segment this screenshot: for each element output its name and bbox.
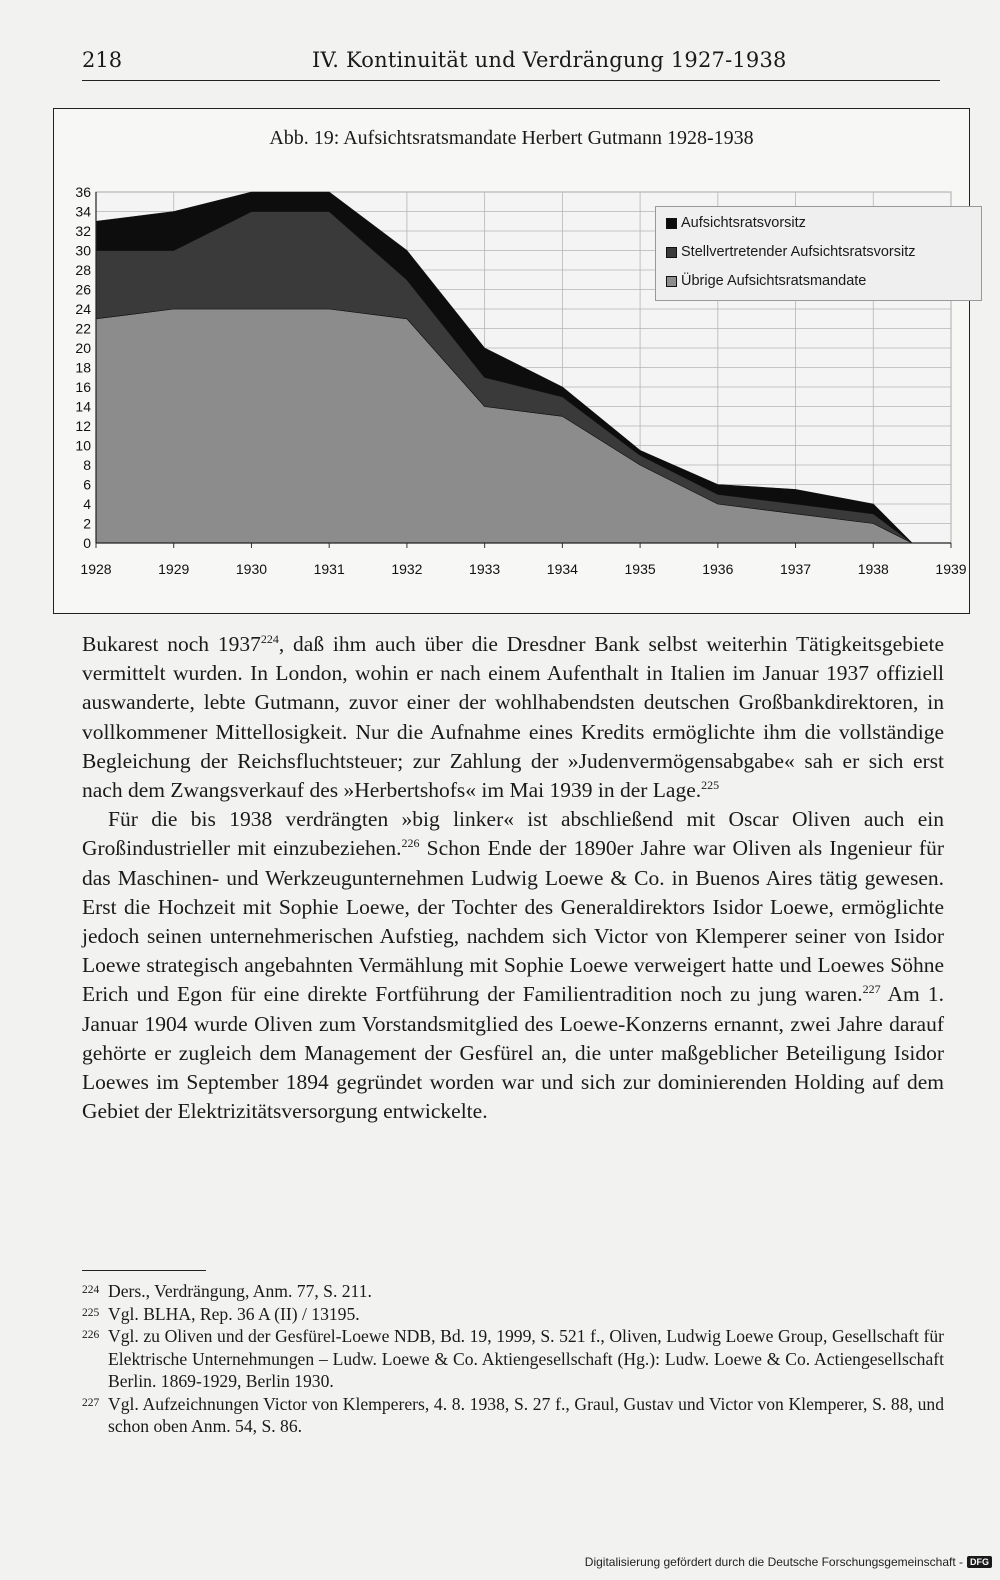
x-tick-label: 1934 xyxy=(546,561,578,577)
body-text xyxy=(82,630,944,1126)
x-tick-label: 1930 xyxy=(235,561,268,577)
text-span: Am 1. Januar 1904 wurde Oliven zum Vorstandsmitglied des Loewe-Konzerns ernannt, zwei Jahre darauf gehörte er zugleich dem Management der Gesfürel an, die unter maßgeblicher Beteiligung Isidor Loewes im September 1894 gegründet worden war und sich zur dominierenden Holding auf dem Gebiet der Elektrizitätsversorgung entwickelte. xyxy=(82,982,944,1124)
running-head: IV. Kontinuität und Verdrängung 1927-1938 xyxy=(312,48,787,72)
legend-label: Stellvertretender Aufsichtsratsvorsitz xyxy=(681,244,916,260)
digitization-note xyxy=(585,1555,992,1569)
legend-item-stellvertretender xyxy=(666,242,916,262)
text-span: Schon Ende der 1890er Jahre war Oliven als Ingenieur für das Maschinen- und Werkzeugunternehmen Ludwig Loewe & Co. in Buenos Aires tätig gewesen. Erst die Hochzeit mit Sophie Loewe, der Tochter des Generaldirektors Isidor Loewe, ermöglichte jedoch seinen unternehmerischen Aufstieg, nachdem sich Victor von Klemperer seiner von Isidor Loewe strategisch angebahnten Vermählung mit Sophie Loewe verweigert hatte und Loewes Söhne Erich und Egon für eine direkte Fortführung der Familientradition noch zu jung waren. xyxy=(82,836,944,1007)
y-tick-label: 20 xyxy=(75,340,91,356)
footnote-text: Vgl. BLHA, Rep. 36 A (II) / 13195. xyxy=(108,1303,360,1324)
x-tick-label: 1936 xyxy=(702,561,734,577)
legend xyxy=(655,206,982,301)
x-tick-label: 1938 xyxy=(857,561,889,577)
x-tick-label: 1935 xyxy=(624,561,656,577)
text-span: Für die bis 1938 verdrängten »big linker« ist abschließend mit Oscar Oliven auch ein Großindustrieller mit einzubeziehen. xyxy=(82,807,944,861)
y-tick-label: 8 xyxy=(83,457,91,473)
x-tick-label: 1939 xyxy=(935,561,967,577)
footnote-ref-227[interactable]: 227 xyxy=(862,982,881,997)
x-tick-label: 1932 xyxy=(391,561,423,577)
footnote-226 xyxy=(82,1325,944,1393)
footnote-ref-224[interactable]: 224 xyxy=(260,632,279,646)
y-tick-label: 4 xyxy=(83,496,91,512)
legend-swatch xyxy=(666,276,677,287)
footnote-227 xyxy=(82,1393,944,1438)
footnote-number: 227 xyxy=(82,1396,100,1409)
footnote-225 xyxy=(82,1303,944,1326)
dfg-logo: DFG xyxy=(967,1556,992,1568)
text-span: , daß ihm auch über die Dresdner Bank selbst weiterhin Tätigkeitsgebiete vermittelt wurden. In London, wohin er nach einem Aufenthalt in Italien im Januar 1937 offiziell auswanderte, lebte Gutmann, zuvor einer der wohlhabendsten deutschen Großbankdirektoren, in vollkommener Mittellosigkeit. Nur die Aufnahme eines Kredits ermöglichte ihm die vollständige Begleichung der Reichsfluchtsteuer; zur Zahlung der »Judenvermögensabgabe« sah er sich erst nach dem Zwangsverkauf des »Herbertshofs« im Mai 1939 in der Lage. xyxy=(82,632,944,803)
legend-label: Aufsichtsratsvorsitz xyxy=(681,215,806,231)
y-tick-label: 2 xyxy=(83,515,91,532)
y-tick-label: 16 xyxy=(75,379,91,395)
y-tick-label: 0 xyxy=(83,535,91,551)
y-tick-label: 30 xyxy=(75,242,91,259)
footnote-text: Vgl. zu Oliven und der Gesfürel-Loewe NDB, Bd. 19, 1999, S. 521 f., Oliven, Ludwig Loewe Group, Gesellschaft für Elektrische Unternehmungen – Ludw. Loewe & Co. Aktiengesellschaft (Hg.): Ludw. Loewe & Co. Actiengesellschaft Berlin. 1869-1929, Berlin 1930. xyxy=(108,1326,944,1391)
footnote-text: Ders., Verdrängung, Anm. 77, S. 211. xyxy=(108,1281,372,1301)
area-chart xyxy=(54,109,969,613)
x-tick-label: 1933 xyxy=(469,561,501,577)
y-tick-label: 6 xyxy=(83,476,91,493)
y-tick-label: 32 xyxy=(75,223,91,239)
footnote-ref-226[interactable]: 226 xyxy=(401,836,420,851)
y-tick-label: 12 xyxy=(75,418,91,434)
y-tick-label: 24 xyxy=(75,301,91,317)
legend-item-uebrige xyxy=(666,271,866,291)
y-tick-label: 10 xyxy=(75,437,91,454)
footnote-text: Vgl. Aufzeichnungen Victor von Klemperers, 4. 8. 1938, S. 27 f., Graul, Gustav und Victor von Klemperer, S. 88, und schon oben Anm. 54, S. 86. xyxy=(108,1393,944,1436)
legend-swatch xyxy=(666,247,677,258)
legend-label: Übrige Aufsichtsratsmandate xyxy=(681,273,867,289)
figure-title: Abb. 19: Aufsichtsratsmandate Herbert Gutmann 1928-1938 xyxy=(269,127,754,149)
y-tick-label: 36 xyxy=(75,184,91,200)
page-number: 218 xyxy=(82,48,123,72)
y-tick-label: 34 xyxy=(75,203,91,220)
legend-swatch xyxy=(666,218,677,229)
y-tick-label: 14 xyxy=(75,398,91,415)
y-tick-label: 28 xyxy=(75,262,91,278)
x-tick-label: 1929 xyxy=(158,561,190,577)
footnotes xyxy=(82,1280,944,1438)
figure-box xyxy=(53,108,970,614)
legend-item-aufsichtsratsvorsitz xyxy=(666,213,806,233)
footnote-number: 224 xyxy=(82,1284,100,1296)
footnote-224 xyxy=(82,1280,944,1303)
footnote-number: 225 xyxy=(82,1306,100,1319)
paragraph-1 xyxy=(82,630,944,805)
footnote-ref-225[interactable]: 225 xyxy=(701,778,720,793)
digitization-text: Digitalisierung gefördert durch die Deutsche Forschungsgemeinschaft - xyxy=(584,1555,963,1569)
text-span: Bukarest noch 1937 xyxy=(82,632,261,656)
y-tick-label: 22 xyxy=(75,320,91,337)
y-tick-label: 26 xyxy=(75,281,91,298)
footnote-number: 226 xyxy=(82,1329,100,1341)
x-tick-label: 1928 xyxy=(80,561,112,577)
x-tick-label: 1937 xyxy=(779,561,812,577)
footnote-divider xyxy=(82,1270,206,1271)
y-tick-label: 18 xyxy=(75,359,91,376)
page-header xyxy=(82,46,940,81)
x-tick-label: 1931 xyxy=(313,561,345,577)
paragraph-2 xyxy=(82,805,944,1126)
